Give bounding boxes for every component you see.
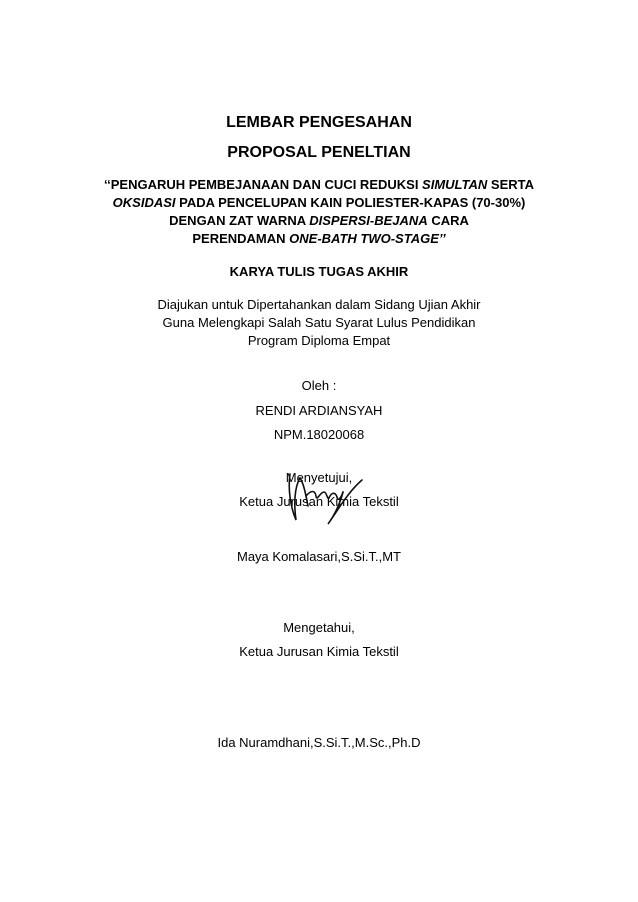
title-italic-text: SIMULTAN <box>422 177 488 192</box>
approver-name: Maya Komalasari,S.Si.T.,MT <box>237 549 401 564</box>
author-name: RENDI ARDIANSYAH <box>255 403 383 418</box>
by-label: Oleh : <box>301 378 337 393</box>
page-heading: LEMBAR PENGESAHAN <box>226 114 412 131</box>
title-text: CARA <box>427 213 469 228</box>
purpose-line: Guna Melengkapi Salah Satu Syarat Lulus Pendidikan <box>162 315 476 330</box>
title-italic-text: OKSIDASI <box>112 195 176 210</box>
approval-label: Menyetujui, <box>285 470 353 485</box>
page-subheading: PROPOSAL PENELTIAN <box>227 144 411 161</box>
author-npm: NPM.18020068 <box>273 427 365 442</box>
title-line-2 <box>0 195 638 210</box>
title-text: PERENDAMAN <box>192 231 290 246</box>
approval-role: Ketua Jurusan Kimia Tekstil <box>239 494 399 509</box>
title-text: SERTA <box>487 177 534 192</box>
title-text: PADA PENCELUPAN KAIN POLIESTER-KAPAS (70-30%) <box>175 195 526 210</box>
title-text: ‘‘PENGARUH PEMBEJANAAN DAN CUCI REDUKSI <box>104 177 423 192</box>
work-type: KARYA TULIS TUGAS AKHIR <box>229 264 409 279</box>
acknowledgement-role: Ketua Jurusan Kimia Tekstil <box>239 644 399 659</box>
title-line-3 <box>0 213 638 228</box>
signature-image <box>278 466 368 526</box>
purpose-line: Diajukan untuk Dipertahankan dalam Sidang Ujian Akhir <box>157 297 481 312</box>
acknowledgement-label: Mengetahui, <box>283 620 355 635</box>
acknowledger-name: Ida Nuramdhani,S.Si.T.,M.Sc.,Ph.D <box>217 735 421 750</box>
title-text: DENGAN ZAT WARNA <box>169 213 310 228</box>
title-italic-text: DISPERSI-BEJANA <box>309 213 428 228</box>
title-line-1 <box>0 177 638 192</box>
purpose-line: Program Diploma Empat <box>247 333 391 348</box>
title-line-4 <box>0 231 638 246</box>
title-italic-text: ONE-BATH TWO-STAGE’’ <box>289 231 446 246</box>
